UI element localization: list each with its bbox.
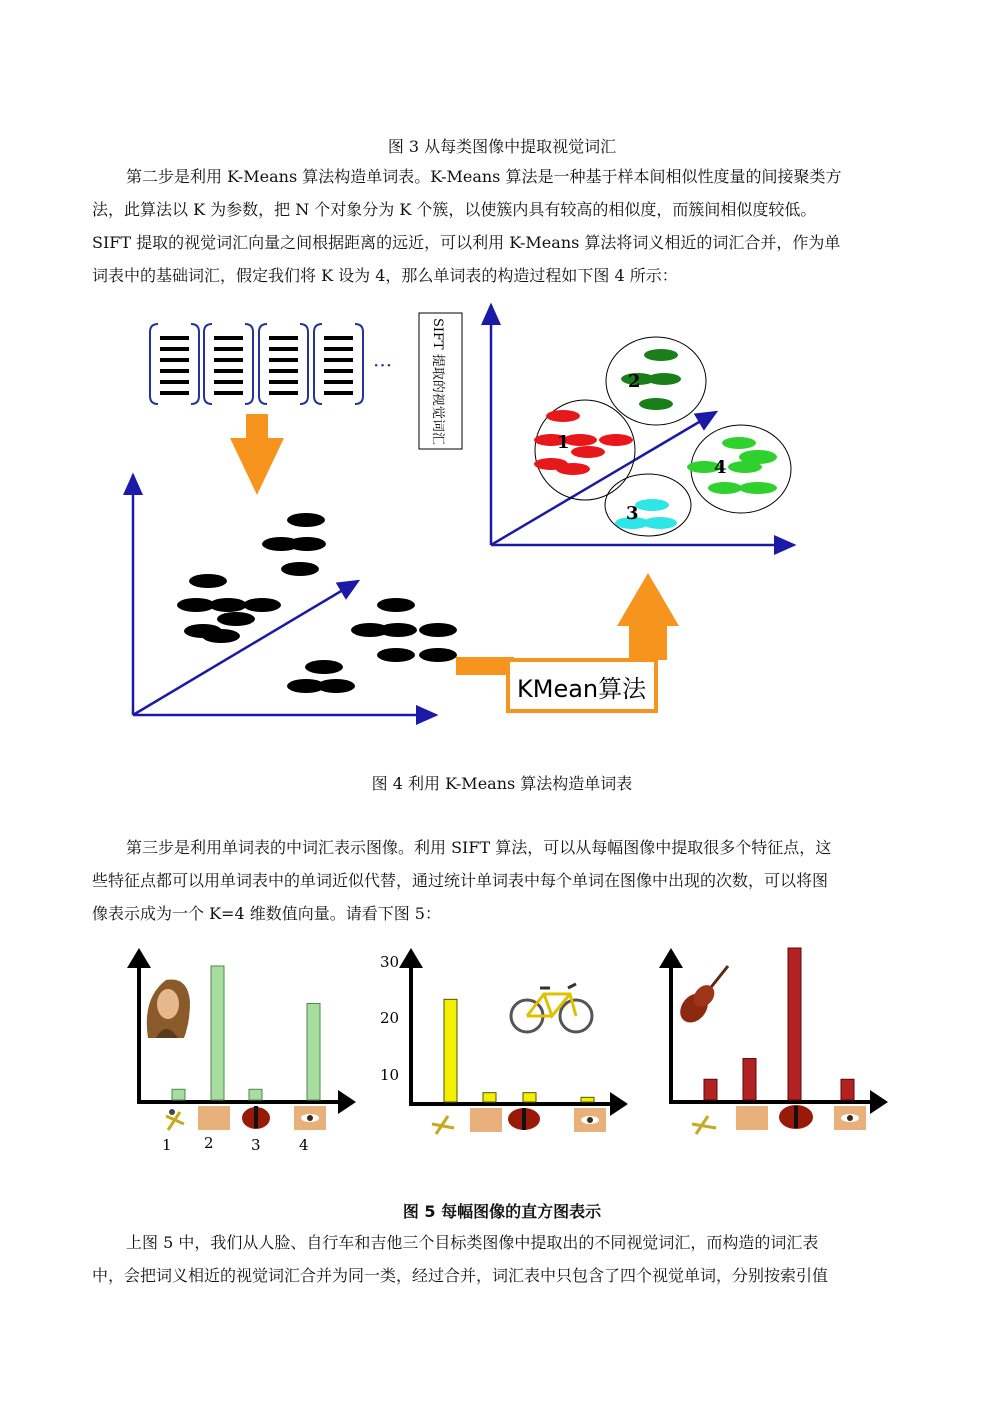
chart-3-bars xyxy=(704,948,854,1100)
bar-4 xyxy=(841,1079,854,1100)
kmean-box-label: KMean算法 xyxy=(517,675,647,703)
skin-patch-icon xyxy=(198,1106,230,1130)
violin-part-icon xyxy=(508,1108,540,1130)
y-tick-label: 20 xyxy=(380,1009,400,1027)
skin-patch-icon xyxy=(470,1108,502,1132)
black-points xyxy=(177,513,457,693)
para-line: 中，会把词义相近的视觉词汇合并为同一类，经过合并，词汇表中只包含了四个视觉单词，分别按索引值 xyxy=(92,1266,829,1285)
x-tick-label: 2 xyxy=(204,1134,214,1152)
cluster-label: 1 xyxy=(557,432,570,453)
bicycle-icon xyxy=(511,984,592,1032)
x-tick-label: 4 xyxy=(299,1136,309,1154)
para-line: 些特征点都可以用单词表中的单词近似代替，通过统计单词表中每个单词在图像中出现的次数，可以将图 xyxy=(92,871,829,890)
violin-icon xyxy=(675,966,728,1028)
bar-3 xyxy=(523,1093,536,1102)
doc-icon xyxy=(314,324,363,404)
x-tick-label: 3 xyxy=(251,1136,261,1154)
cluster-label: 4 xyxy=(714,457,727,478)
bar-2 xyxy=(211,966,224,1100)
bar-2 xyxy=(483,1093,496,1102)
cluster-label: 3 xyxy=(626,503,639,524)
para-line: 上图 5 中，我们从人脸、自行车和吉他三个目标类图像中提取出的不同视觉词汇，而构造的词汇表 xyxy=(126,1233,819,1252)
bar-3 xyxy=(249,1089,262,1100)
y-tick-label: 10 xyxy=(380,1066,400,1084)
x-tick-label: 1 xyxy=(162,1136,172,1154)
fig4-caption: 图 4 利用 K-Means 算法构造单词表 xyxy=(371,774,633,793)
bar-4 xyxy=(307,1004,320,1100)
paragraph-step2 xyxy=(92,160,908,292)
bar-1 xyxy=(172,1089,185,1100)
cluster-3 xyxy=(605,474,691,536)
y-tick-label: 30 xyxy=(380,953,400,971)
para-line: 词表中的基础词汇，假定我们将 K 设为 4，那么单词表的构造过程如下图 4 所示： xyxy=(92,266,678,285)
fig5-caption: 图 5 每幅图像的直方图表示 xyxy=(402,1202,602,1221)
ellipsis: ··· xyxy=(373,353,393,377)
chart-2-bars xyxy=(444,999,594,1102)
face-picture-icon xyxy=(142,978,190,1038)
eye-patch-icon xyxy=(574,1108,606,1132)
cluster-1 xyxy=(534,400,635,500)
para-line: 第三步是利用单词表的中词汇表示图像。利用 SIFT 算法，可以从每幅图像中提取很多个特征点，这 xyxy=(126,838,832,857)
bar-2 xyxy=(743,1059,756,1100)
para-line: SIFT 提取的视觉词汇向量之间根据距离的远近，可以利用 K-Means 算法将词义相近的词汇合并，作为单 xyxy=(92,233,841,252)
chart-2-yticks xyxy=(380,953,399,1084)
chart-1-bars xyxy=(172,966,320,1100)
bar-1 xyxy=(444,999,457,1102)
bike-part-icon xyxy=(432,1116,454,1134)
doc-icon xyxy=(259,324,308,404)
up-arrow-icon xyxy=(617,573,679,660)
bar-4 xyxy=(581,1097,594,1102)
doc-icon xyxy=(204,324,253,404)
paragraph-after-fig5 xyxy=(92,1226,908,1292)
chart-2-axes xyxy=(399,948,628,1116)
chart-1-xticks xyxy=(162,1134,309,1154)
document-icons xyxy=(150,324,363,404)
left-axes xyxy=(133,475,436,715)
violin-part-icon xyxy=(240,1106,272,1130)
cluster-label: 2 xyxy=(628,371,641,392)
eye-patch-icon xyxy=(294,1106,326,1130)
para-line: 法，此算法以 K 为参数，把 N 个对象分为 K 个簇，以使簇内具有较高的相似度，而簇间相似度较低。 xyxy=(92,200,817,219)
fig3-caption: 图 3 从每类图像中提取视觉词汇 xyxy=(387,137,617,156)
arrow-connector xyxy=(456,657,514,675)
doc-icon xyxy=(150,324,199,404)
para-line: 像表示成为一个 K=4 维数值向量。请看下图 5： xyxy=(92,904,441,923)
violin-part-icon xyxy=(779,1105,813,1129)
bar-1 xyxy=(704,1079,717,1100)
figure-5 xyxy=(0,940,1004,1160)
cluster-4 xyxy=(687,425,791,513)
bike-part-icon xyxy=(692,1116,716,1134)
sift-box-label: SIFT 提取的视觉词汇 xyxy=(430,318,445,445)
figure-4 xyxy=(0,290,1004,730)
bar-3 xyxy=(788,948,801,1100)
eye-patch-icon xyxy=(834,1106,866,1130)
down-arrow-icon xyxy=(230,414,284,495)
paragraph-step3 xyxy=(92,831,908,930)
cluster-2 xyxy=(606,337,706,425)
bike-part-icon xyxy=(166,1109,184,1130)
para-line: 第二步是利用 K-Means 算法构造单词表。K-Means 算法是一种基于样本间相似性度量的间接聚类方 xyxy=(126,167,842,186)
skin-patch-icon xyxy=(736,1106,768,1130)
